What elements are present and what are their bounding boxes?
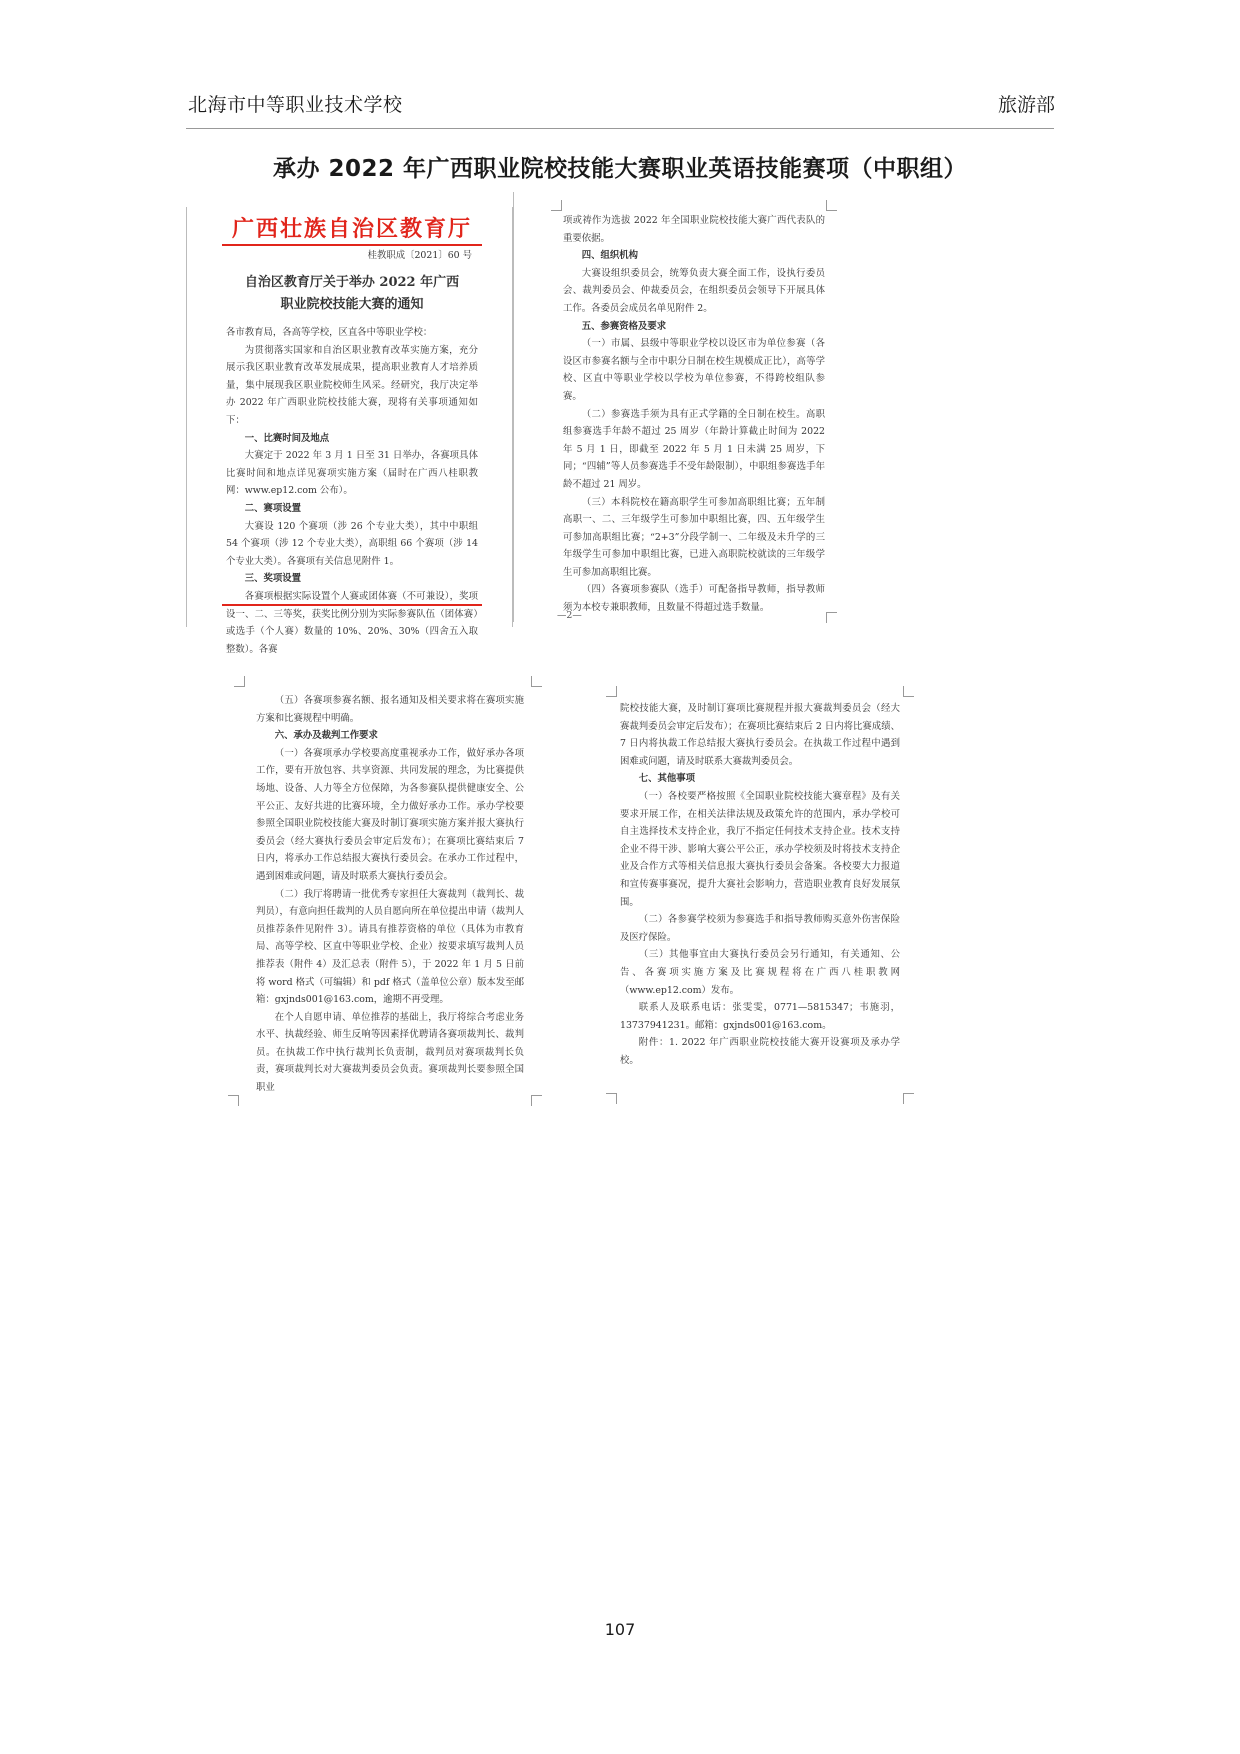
section-heading: 一、比赛时间及地点 <box>244 432 330 444</box>
scan-page-2 <box>557 212 825 622</box>
paragraph: 附件：1. 2022 年广西职业院校技能大赛开设赛项及承办学校。 <box>620 1037 900 1066</box>
page-corner <box>903 686 914 697</box>
paragraph: 联系人及联系电话：张雯雯，0771—5815347；韦施羽，13737941231。邮箱：gxjnds001@163.com。 <box>620 1002 900 1031</box>
paragraph: 大赛定于 2022 年 3 月 1 日至 31 日举办，各赛项具体比赛时间和地点详见赛项实施方案（届时在广西八桂职教网：www.ep12.com 公布）。 <box>226 450 478 497</box>
notice-title-line-1: 自治区教育厅关于举办 2022 年广西 <box>244 275 460 290</box>
page-corner <box>228 1095 239 1106</box>
scan-page-3 <box>256 692 524 1092</box>
scan-page-1 <box>222 212 482 655</box>
paragraph: 在个人自愿申请、单位推荐的基础上，我厅将综合考虑业务水平、执裁经验、师生反响等因素择优聘请各赛项裁判长、裁判员。在执裁工作中执行裁判长负责制，裁判员对赛项裁判长负责，赛项裁判长对大赛裁判委员会负责。赛项裁判长要参照全国职业 <box>256 1011 524 1094</box>
header-school: 北海市中等职业技术学校 <box>188 94 403 116</box>
paragraph: 各市教育局，各高等学校，区直各中等职业学校： <box>226 327 433 338</box>
footer-rule <box>222 604 482 606</box>
paragraph: （四）各赛项参赛队（选手）可配备指导教师，指导教师须为本校专兼职教师，且数量不得超过选手数量。 <box>563 584 825 614</box>
paragraph: （一）市属、县级中等职业学校以设区市为单位参赛（各设区市参赛名额与全市中职分日制在校生规模成正比），高等学校、区直中等职业学校以学校为单位参赛，不得跨校组队参赛。 <box>563 338 825 402</box>
page-edge <box>186 207 187 627</box>
section-heading: 四、组织机构 <box>581 250 639 262</box>
paragraph: 各赛项根据实际设置个人赛或团体赛（不可兼设），奖项设一、二、三等奖，获奖比例分别为实际参赛队伍（团体赛）或选手（个人赛）数量的 10%、20%、30%（四舍五入取整数）。各赛 <box>226 590 478 655</box>
section-heading: 二、赛项设置 <box>244 502 302 514</box>
paragraph: （三）本科院校在籍高职学生可参加高职组比赛；五年制高职一、二、三年级学生可参加中职组比赛，四、五年级学生可参加高职组比赛；“2+3”分段学制一、二年级及未升学的三年级学生可参加中职组比赛，已进入高职院校就读的三年级学生可参加高职组比赛。 <box>563 496 825 578</box>
page-corner <box>606 686 617 697</box>
page-corner <box>826 612 837 623</box>
page-corner <box>606 1093 617 1104</box>
paragraph: （二）参赛选手须为具有正式学籍的全日制在校生。高职组参赛选手年龄不超过 25 周岁（年龄计算截止时间为 2022 年 5 月 1 日，即截至 2022 年 5 月 1 日未满 25 周岁，下同；“四辅”等人员参赛选手不受年龄限制），中职组参赛选手年龄不超过 21 周岁。 <box>563 408 825 490</box>
page-edge <box>513 192 514 622</box>
paragraph: （一）各赛项承办学校要高度重视承办工作，做好承办各项工作，要有开放包容、共享资源、共同发展的理念，为比赛提供场地、设备、人力等全方位保障，为各参赛队提供健康安全、公平公正、友好共进的比赛环境，全力做好承办工作。承办学校要参照全国职业院校技能大赛及时制订赛项实施方案并报大赛执行委员会（经大赛执行委员会审定后发布）；在赛项比赛结束后 7 日内，将承办工作总结报大赛执行委员会。在承办工作过程中，遇到困难或问题，请及时联系大赛执行委员会。 <box>256 747 524 882</box>
scan-page-number: —2— <box>557 610 582 621</box>
header-divider <box>186 128 1054 129</box>
section-heading: 七、其他事项 <box>638 773 696 785</box>
paragraph: （一）各校要严格按照《全国职业院校技能大赛章程》及有关要求开展工作，在相关法律法规及政策允许的范围内，承办学校可自主选择技术支持企业，我厅不指定任何技术支持企业。技术支持企业不得干涉、影响大赛公平公正，承办学校须及时将技术支持企业及合作方式等相关信息报大赛执行委员会备案。各校要大力报道和宣传赛事赛况，提升大赛社会影响力，营造职业教育良好发展氛围。 <box>620 790 900 908</box>
notice-title-line-2: 职业院校技能大赛的通知 <box>280 297 424 312</box>
agency-letterhead: 广西壮族自治区教育厅 <box>231 216 472 242</box>
paragraph: 大赛设组织委员会，统筹负责大赛全面工作，设执行委员会、裁判委员会、仲裁委员会，在组织委员会领导下开展具体工作。各委员会成员名单见附件 2。 <box>563 267 825 314</box>
page-number: 107 <box>604 1620 636 1639</box>
header-department: 旅游部 <box>997 94 1055 116</box>
document-number: 桂教职成〔2021〕60 号 <box>367 250 472 261</box>
notice-title <box>226 272 478 316</box>
page-corner <box>903 1093 914 1104</box>
page-corner <box>551 200 562 211</box>
section-heading: 六、承办及裁判工作要求 <box>274 730 378 742</box>
paragraph: 为贯彻落实国家和自治区职业教育改革实施方案，充分展示我区职业教育改革发展成果，提高职业教育人才培养质量，集中展现我区职业院校师生风采。经研究，我厅决定举办 2022 年广西职业院校技能大赛，现将有关事项通知如下： <box>226 344 478 426</box>
scan-page-4 <box>620 700 900 1090</box>
section-heading: 三、奖项设置 <box>244 573 302 585</box>
paragraph: （三）其他事宜由大赛执行委员会另行通知，有关通知、公告、各赛项实施方案及比赛规程将在广西八桂职教网（www.ep12.com）发布。 <box>620 949 900 996</box>
paragraph: （五）各赛项参赛名额、报名通知及相关要求将在赛项实施方案和比赛规程中明确。 <box>256 695 524 724</box>
paragraph: （二）我厅将聘请一批优秀专家担任大赛裁判（裁判长、裁判员），有意向担任裁判的人员自愿向所在单位提出申请（裁判人员推荐条件见附件 3）。请具有推荐资格的单位（具体为市教育局、高等学校、区直中等职业学校、企业）按要求填写裁判人员推荐表（附件 4）及汇总表（附件 5），于 2022 年 1 月 5 日前将 word 格式（可编辑）和 pdf 格式（盖单位公章）版本发至邮箱：gxjnds001@163.com，逾期不再受理。 <box>256 888 524 1006</box>
page-corner <box>531 1095 542 1106</box>
page-title: 承办 2022 年广西职业院校技能大赛职业英语技能赛项（中职组） <box>272 156 968 182</box>
page-corner <box>531 676 542 687</box>
paragraph: 项或祷作为选拔 2022 年全国职业院校技能大赛广西代表队的重要依据。 <box>563 215 825 244</box>
paragraph: 大赛设 120 个赛项（涉 26 个专业大类），其中中职组 54 个赛项（涉 12 个专业大类），高职组 66 个赛项（涉 14 个专业大类）。各赛项有关信息见附件 1。 <box>226 520 478 567</box>
paragraph: （二）各参赛学校须为参赛选手和指导教师购买意外伤害保险及医疗保险。 <box>620 914 900 943</box>
section-heading: 五、参赛资格及要求 <box>581 320 667 332</box>
page-corner <box>826 200 837 211</box>
paragraph: 院校技能大赛，及时制订赛项比赛规程并报大赛裁判委员会（经大赛裁判委员会审定后发布）；在赛项比赛结束后 2 日内将比赛成绩、7 日内将执裁工作总结报大赛执行委员会。在执裁工作过程中遇到困难或问题，请及时联系大赛裁判委员会。 <box>620 703 900 767</box>
page-corner <box>234 676 245 687</box>
